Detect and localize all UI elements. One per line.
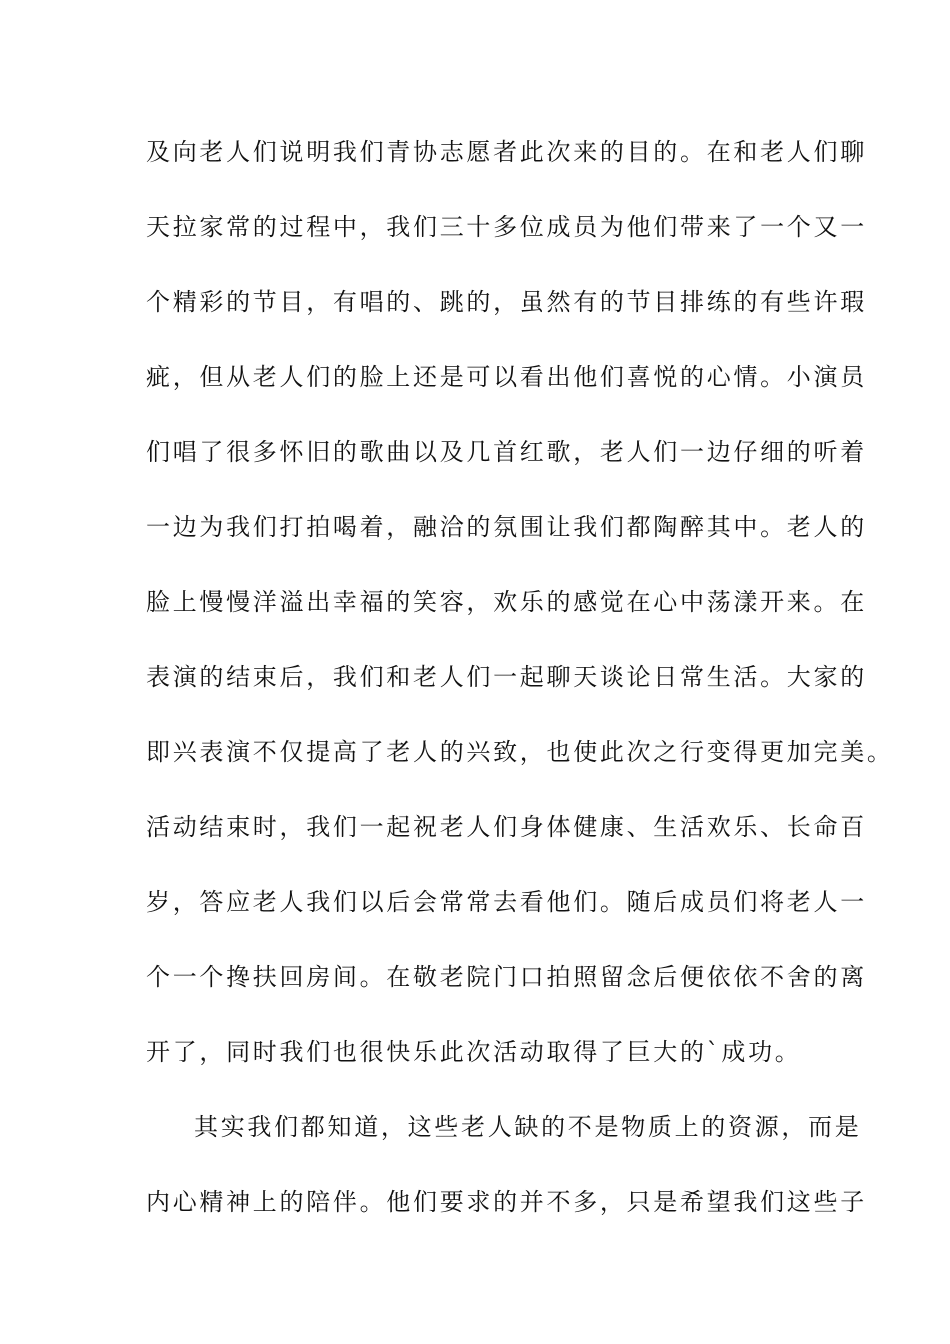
text-line: 个精彩的节目，有唱的、跳的，虽然有的节目排练的有些许瑕 <box>146 288 867 316</box>
text-line: 天拉家常的过程中，我们三十多位成员为他们带来了一个又一 <box>146 213 867 241</box>
text-line: 其实我们都知道，这些老人缺的不是物质上的资源，而是 <box>194 1113 862 1141</box>
text-line: 内心精神上的陪伴。他们要求的并不多，只是希望我们这些子 <box>146 1188 867 1216</box>
text-line: 即兴表演不仅提高了老人的兴致，也使此次之行变得更加完美。 <box>146 738 894 766</box>
text-line: 们唱了很多怀旧的歌曲以及几首红歌，老人们一边仔细的听着 <box>146 438 867 466</box>
text-line: 开了，同时我们也很快乐此次活动取得了巨大的`成功。 <box>146 1038 802 1066</box>
text-line: 及向老人们说明我们青协志愿者此次来的目的。在和老人们聊 <box>146 138 867 166</box>
text-line: 个一个搀扶回房间。在敬老院门口拍照留念后便依依不舍的离 <box>146 963 867 991</box>
text-line: 一边为我们打拍喝着，融洽的氛围让我们都陶醉其中。老人的 <box>146 513 867 541</box>
text-line: 疵，但从老人们的脸上还是可以看出他们喜悦的心情。小演员 <box>146 363 867 391</box>
text-line: 活动结束时，我们一起祝老人们身体健康、生活欢乐、长命百 <box>146 813 867 841</box>
text-line: 表演的结束后，我们和老人们一起聊天谈论日常生活。大家的 <box>146 663 867 691</box>
text-line: 岁，答应老人我们以后会常常去看他们。随后成员们将老人一 <box>146 888 867 916</box>
text-line: 脸上慢慢洋溢出幸福的笑容，欢乐的感觉在心中荡漾开来。在 <box>146 588 867 616</box>
